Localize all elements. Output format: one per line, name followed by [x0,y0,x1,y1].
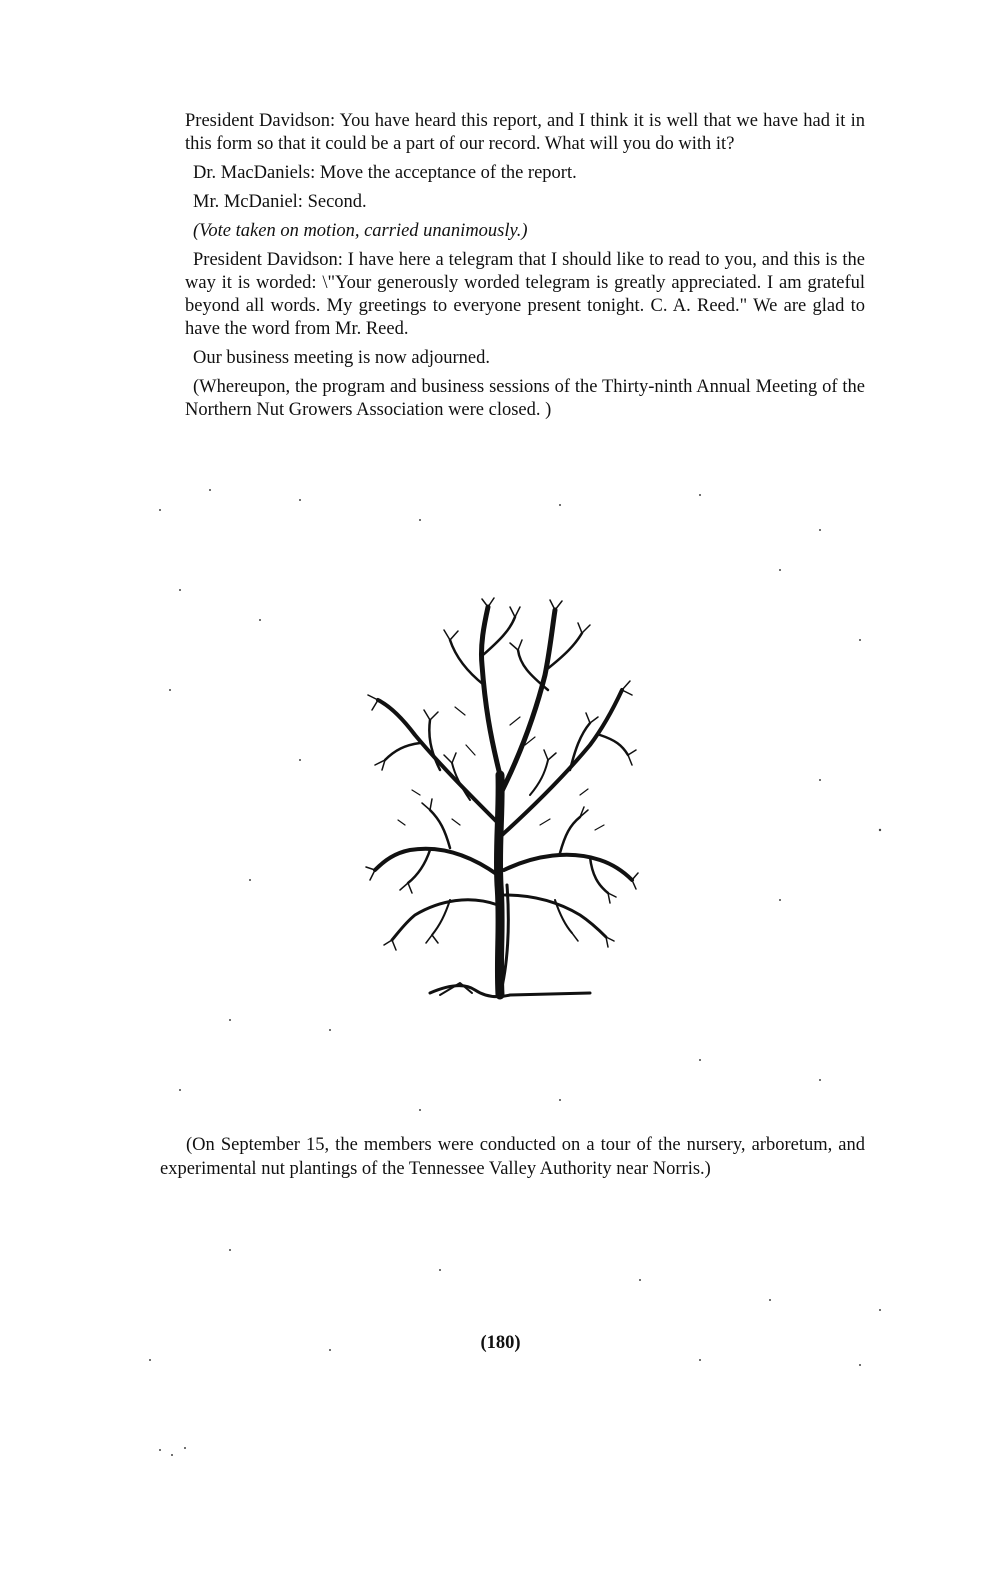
transcript-body [185,110,865,428]
caption-text: (On September 15, the members were conducted on a tour of the nursery, arboretum, and experimental nut plantings of the Tennessee Valley Authority near Norris.) [160,1135,865,1179]
speaker-label: President Davidson: [185,111,336,131]
paragraph-text: (Vote taken on motion, carried unanimously.) [193,221,528,241]
transcript-paragraph-1 [185,110,865,156]
paragraph-text: You have heard this report, and I think it is well that we have had it in this form so that it could be a part of our record. What will you do with it? [185,111,865,154]
paragraph-text: (Whereupon, the program and business sessions of the Thirty-ninth Annual Meeting of the Northern Nut Growers Association were closed. ) [185,377,865,420]
paragraph-text: Our business meeting is now adjourned. [193,348,490,368]
transcript-paragraph-5 [185,249,865,341]
tour-caption [160,1133,865,1181]
speaker-label: President Davidson: [193,250,343,270]
bare-tree-icon [360,595,640,1005]
transcript-paragraph-4 [185,220,865,243]
speaker-label: Mr. McDaniel: [193,192,303,212]
paragraph-text: Second. [307,192,367,212]
paragraph-text: I have here a telegram that I should like to read to you, and this is the way it is worded: \"Your generously worded telegram is greatly appreciated. I am grateful beyond all words. My greetings to everyone present tonight. C. A. Reed." We are glad to have the word from Mr. Reed. [185,250,866,339]
transcript-paragraph-2 [185,162,865,185]
speaker-label: Dr. MacDaniels: [193,163,316,183]
transcript-paragraph-3 [185,191,865,214]
transcript-paragraph-6 [185,347,865,370]
transcript-paragraph-7 [185,376,865,422]
page-number: (180) [480,1333,521,1353]
paragraph-text: Move the acceptance of the report. [319,163,577,183]
